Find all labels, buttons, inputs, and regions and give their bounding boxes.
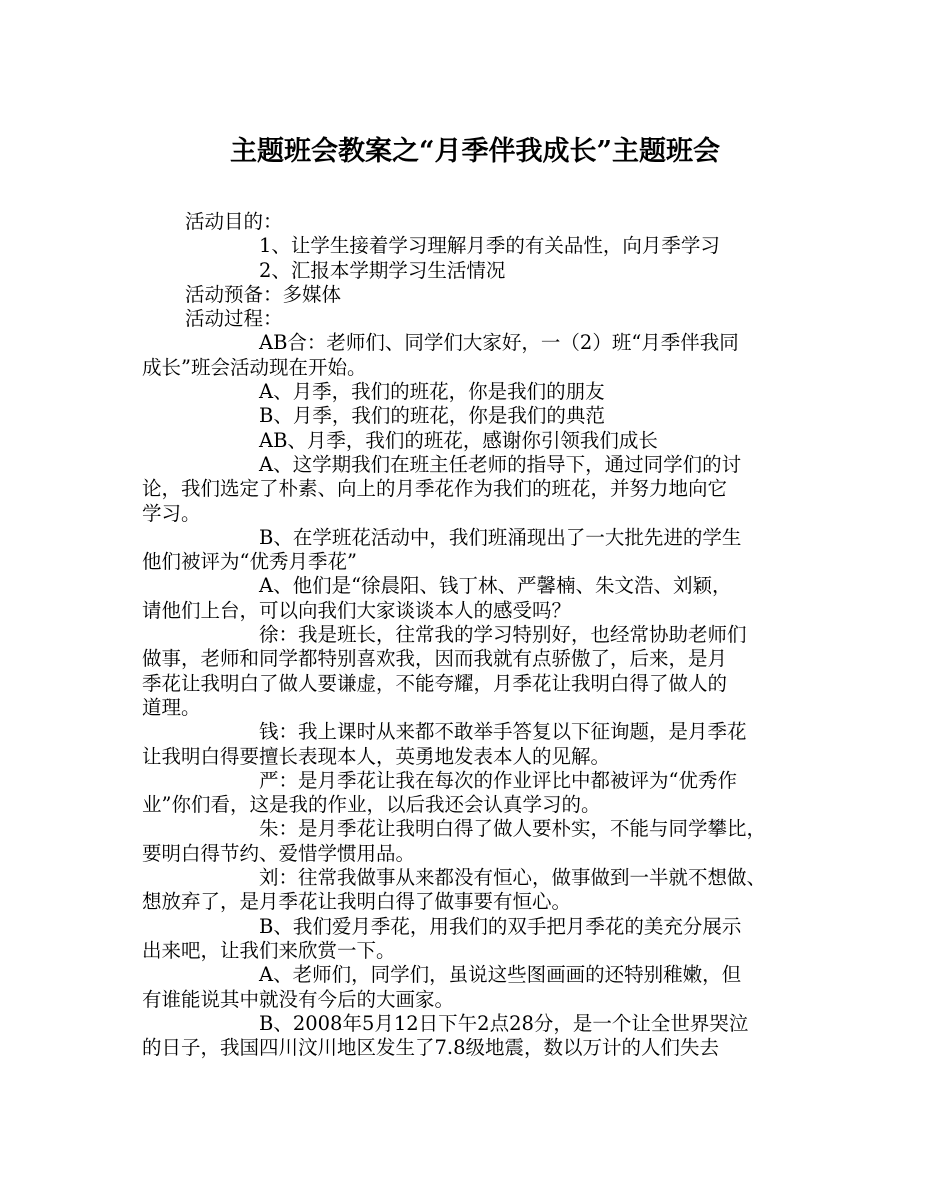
paragraph-line: B、月季，我们的班花，你是我们的典范 [259, 404, 605, 428]
paragraph-line: 他们被评为“优秀月季花” [142, 550, 357, 574]
paragraph-line: 论，我们选定了朴素、向上的月季花作为我们的班花，并努力地向它 [142, 477, 728, 501]
paragraph-line: 季花让我明白了做人要谦虚，不能夸耀，月季花让我明白得了做人的 [142, 671, 728, 695]
paragraph-line: 出来吧，让我们来欣赏一下。 [142, 938, 396, 962]
paragraph-line: B、在学班花活动中，我们班涌现出了一大批先进的学生 [259, 525, 742, 549]
paragraph-line: 道理。 [142, 695, 201, 719]
paragraph-line: 做事，老师和同学都特别喜欢我，因而我就有点骄傲了，后来，是月 [142, 647, 728, 671]
paragraph-line: 成长”班会活动现在开始。 [142, 355, 367, 379]
paragraph-line: AB、月季，我们的班花，感谢你引领我们成长 [259, 428, 658, 452]
document-title: 主题班会教案之“月季伴我成长”主题班会 [229, 136, 721, 167]
paragraph-line: 刘：往常我做事从来都没有恒心，做事做到一半就不想做、 [259, 866, 767, 890]
paragraph-line: 想放弃了，是月季花让我明白得了做事要有恒心。 [142, 890, 572, 914]
paragraph-line: 学习。 [142, 501, 201, 525]
paragraph-line: 2、汇报本学期学习生活情况 [259, 258, 506, 282]
paragraph-line: 请他们上台，可以向我们大家谈谈本人的感受吗？ [142, 598, 572, 622]
paragraph-line: 有谁能说其中就没有今后的大画家。 [142, 987, 455, 1011]
paragraph-line: 朱：是月季花让我明白得了做人要朴实，不能与同学攀比， [259, 817, 767, 841]
paragraph-line: A、这学期我们在班主任老师的指导下，通过同学们的讨 [259, 452, 742, 476]
paragraph-line: 钱：我上课时从来都不敢举手答复以下征询题，是月季花 [259, 720, 747, 744]
paragraph-line: B、2008年5月12日下午2点28分，是一个让全世界哭泣 [259, 1011, 749, 1035]
paragraph-line: 活动目的： [185, 210, 283, 233]
paragraph-line: A、老师们，同学们，虽说这些图画画的还特别稚嫩，但 [259, 963, 742, 987]
paragraph-line: 严：是月季花让我在每次的作业评比中都被评为“优秀作 [259, 768, 737, 792]
paragraph-line: 活动预备：多媒体 [185, 282, 342, 306]
document-body [142, 210, 822, 1060]
paragraph-line: B、我们爱月季花，用我们的双手把月季花的美充分展示 [259, 914, 742, 938]
paragraph-line: A、月季，我们的班花，你是我们的朋友 [259, 380, 605, 404]
paragraph-line: 的日子，我国四川汶川地区发生了7.8级地震，数以万计的人们失去 [142, 1036, 720, 1060]
paragraph-line: A、他们是“徐晨阳、钱丁林、严馨楠、朱文浩、刘颖， [259, 574, 732, 598]
paragraph-line: 活动过程： [185, 307, 283, 331]
paragraph-line: 徐：我是班长，往常我的学习特别好，也经常协助老师们 [259, 623, 747, 647]
paragraph-line: 业”你们看，这是我的作业，以后我还会认真学习的。 [142, 793, 601, 817]
paragraph-line: AB合：老师们、同学们大家好，一（2）班“月季伴我同 [259, 331, 739, 355]
paragraph-line: 1、让学生接着学习理解月季的有关品性，向月季学习 [259, 234, 720, 258]
paragraph-line: 让我明白得要擅长表现本人，英勇地发表本人的见解。 [142, 744, 611, 768]
paragraph-line: 要明白得节约、爱惜学惯用品。 [142, 841, 416, 865]
